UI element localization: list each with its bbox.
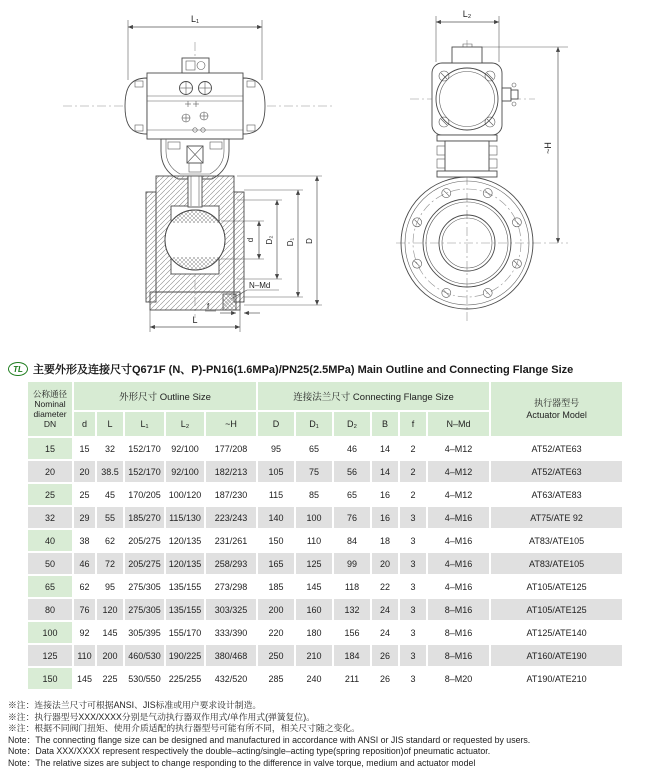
cell-D: 95 xyxy=(258,438,294,459)
cell-D2: 46 xyxy=(334,438,370,459)
cell-L1: 170/205 xyxy=(125,484,164,505)
cell-B: 26 xyxy=(372,645,398,666)
cell-d: 145 xyxy=(74,668,95,689)
cell-D1: 240 xyxy=(296,668,332,689)
cell-D2: 211 xyxy=(334,668,370,689)
header-nominal-diameter xyxy=(28,382,72,436)
cell-d: 92 xyxy=(74,622,95,643)
header-outline-size: 外形尺寸 Outline Size xyxy=(74,382,256,410)
cell-H: 380/468 xyxy=(206,645,256,666)
cell-dn: 150 xyxy=(28,668,72,689)
table-row xyxy=(28,599,622,620)
cell-L1: 275/305 xyxy=(125,599,164,620)
cell-H: 333/390 xyxy=(206,622,256,643)
cell-L2: 135/155 xyxy=(166,576,204,597)
section-title-row xyxy=(0,360,650,380)
cell-dn: 50 xyxy=(28,553,72,574)
cell-D: 250 xyxy=(258,645,294,666)
cell-NMd: 4–M16 xyxy=(428,530,489,551)
header-B: B xyxy=(372,412,398,436)
cell-D1: 125 xyxy=(296,553,332,574)
cell-d: 110 xyxy=(74,645,95,666)
cell-dn: 20 xyxy=(28,461,72,482)
cell-D2: 99 xyxy=(334,553,370,574)
header-connecting-flange-size: 连接法兰尺寸 Connecting Flange Size xyxy=(258,382,489,410)
table-row xyxy=(28,484,622,505)
dimension-table xyxy=(26,380,624,691)
header-f: f xyxy=(400,412,426,436)
cell-actuator-model: AT105/ATE125 xyxy=(491,576,622,597)
cell-D: 115 xyxy=(258,484,294,505)
cell-d: 20 xyxy=(74,461,95,482)
header-D: D xyxy=(258,412,294,436)
cell-B: 24 xyxy=(372,599,398,620)
cell-f: 2 xyxy=(400,461,426,482)
cell-H: 231/261 xyxy=(206,530,256,551)
cell-D: 200 xyxy=(258,599,294,620)
note-en-3: Note：The relative sizes are subject to change responding to the difference in valve torque, medium and actuator model xyxy=(8,757,476,768)
cell-L: 145 xyxy=(97,622,123,643)
cell-NMd: 8–M16 xyxy=(428,599,489,620)
dim-label-d: d xyxy=(246,237,255,243)
cell-NMd: 4–M12 xyxy=(428,484,489,505)
cell-L1: 152/170 xyxy=(125,438,164,459)
cell-H: 187/230 xyxy=(206,484,256,505)
table-row xyxy=(28,507,622,528)
cell-NMd: 4–M16 xyxy=(428,507,489,528)
cell-B: 20 xyxy=(372,553,398,574)
cell-actuator-model: AT52/ATE63 xyxy=(491,438,622,459)
cell-d: 25 xyxy=(74,484,95,505)
note-en-2: Note：Data XXX/XXXX represent respectively the double–acting/single–acting type(spring reposition)of pneumatic actuator. xyxy=(8,746,491,757)
table-row xyxy=(28,553,622,574)
cell-d: 62 xyxy=(74,576,95,597)
cell-L: 120 xyxy=(97,599,123,620)
cell-L1: 205/275 xyxy=(125,530,164,551)
cell-L1: 305/395 xyxy=(125,622,164,643)
table-row xyxy=(28,645,622,666)
note-cn-2: ※注：执行器型号XXX/XXXX分别是气动执行器双作用式/单作用式(弹簧复位)。 xyxy=(8,711,315,722)
cell-D1: 75 xyxy=(296,461,332,482)
cell-d: 76 xyxy=(74,599,95,620)
cell-dn: 100 xyxy=(28,622,72,643)
cell-dn: 15 xyxy=(28,438,72,459)
cell-B: 22 xyxy=(372,576,398,597)
cell-D1: 210 xyxy=(296,645,332,666)
header-actuator-line: Actuator Model xyxy=(526,410,587,420)
cell-L1: 460/530 xyxy=(125,645,164,666)
header-L1: L₁ xyxy=(125,412,164,436)
cell-L1: 275/305 xyxy=(125,576,164,597)
dim-label-L1: L₁ xyxy=(190,14,200,24)
header-L2: L₂ xyxy=(166,412,204,436)
table-row xyxy=(28,622,622,643)
cell-D2: 65 xyxy=(334,484,370,505)
header-dn-line: DN xyxy=(43,419,57,429)
cell-L2: 100/120 xyxy=(166,484,204,505)
cell-f: 3 xyxy=(400,599,426,620)
cell-d: 46 xyxy=(74,553,95,574)
cell-D1: 145 xyxy=(296,576,332,597)
cell-L: 62 xyxy=(97,530,123,551)
header-dn-line: diameter xyxy=(33,409,67,419)
cell-D2: 118 xyxy=(334,576,370,597)
header-D2: D₂ xyxy=(334,412,370,436)
cell-D1: 65 xyxy=(296,438,332,459)
cell-f: 2 xyxy=(400,438,426,459)
cell-f: 2 xyxy=(400,484,426,505)
cell-dn: 65 xyxy=(28,576,72,597)
cell-f: 3 xyxy=(400,530,426,551)
cell-H: 177/208 xyxy=(206,438,256,459)
cell-actuator-model: AT83/ATE105 xyxy=(491,530,622,551)
cell-L2: 135/155 xyxy=(166,599,204,620)
dim-label-H: ~H xyxy=(543,142,553,154)
cell-H: 258/293 xyxy=(206,553,256,574)
cell-dn: 32 xyxy=(28,507,72,528)
cell-L2: 115/130 xyxy=(166,507,204,528)
cell-L: 32 xyxy=(97,438,123,459)
cell-D: 165 xyxy=(258,553,294,574)
cell-actuator-model: AT160/ATE190 xyxy=(491,645,622,666)
table-row xyxy=(28,530,622,551)
cell-D2: 76 xyxy=(334,507,370,528)
note-cn-1: ※注：连接法兰尺寸可根据ANSI、JIS标准或用户要求设计制造。 xyxy=(8,700,262,710)
cell-NMd: 4–M12 xyxy=(428,461,489,482)
cell-L1: 205/275 xyxy=(125,553,164,574)
cell-B: 18 xyxy=(372,530,398,551)
table-row xyxy=(28,461,622,482)
dim-label-D: D xyxy=(305,238,314,244)
cell-dn: 40 xyxy=(28,530,72,551)
header-N-Md: N–Md xyxy=(428,412,489,436)
cell-actuator-model: AT75/ATE 92 xyxy=(491,507,622,528)
cell-d: 29 xyxy=(74,507,95,528)
header-actuator-line: 执行器型号 xyxy=(534,398,580,408)
cell-D2: 156 xyxy=(334,622,370,643)
cell-L: 45 xyxy=(97,484,123,505)
page-title: 主要外形及连接尺寸Q671F (N、P)-PN16(1.6MPa)/PN25(2.5MPa) Main Outline and Connecting Flange Size xyxy=(33,364,574,376)
cell-D: 220 xyxy=(258,622,294,643)
cell-L2: 92/100 xyxy=(166,461,204,482)
cell-L1: 530/550 xyxy=(125,668,164,689)
cell-L2: 120/135 xyxy=(166,553,204,574)
cell-D: 185 xyxy=(258,576,294,597)
header-d: d xyxy=(74,412,95,436)
brand-logo-icon: TL xyxy=(8,362,28,376)
dim-label-f: f xyxy=(207,302,210,311)
cell-D: 285 xyxy=(258,668,294,689)
cell-dn: 25 xyxy=(28,484,72,505)
cell-D1: 85 xyxy=(296,484,332,505)
table-row xyxy=(28,438,622,459)
front-view xyxy=(63,14,332,332)
cell-D: 140 xyxy=(258,507,294,528)
cell-NMd: 4–M16 xyxy=(428,553,489,574)
header-D1: D₁ xyxy=(296,412,332,436)
header-L: L xyxy=(97,412,123,436)
cell-L: 95 xyxy=(97,576,123,597)
cell-B: 16 xyxy=(372,484,398,505)
table-row xyxy=(28,668,622,689)
cell-NMd: 8–M16 xyxy=(428,645,489,666)
note-en-1: Note：The connecting flange size can be designed and manufactured in accordance with ANSI or JIS standard or requested by users. xyxy=(8,734,531,745)
cell-L2: 120/135 xyxy=(166,530,204,551)
cell-NMd: 8–M16 xyxy=(428,622,489,643)
cell-actuator-model: AT52/ATE63 xyxy=(491,461,622,482)
cell-actuator-model: AT105/ATE125 xyxy=(491,599,622,620)
cell-f: 3 xyxy=(400,668,426,689)
cell-B: 14 xyxy=(372,438,398,459)
table-body xyxy=(28,438,622,689)
cell-dn: 125 xyxy=(28,645,72,666)
side-view xyxy=(396,9,568,322)
cell-H: 273/298 xyxy=(206,576,256,597)
cell-L: 200 xyxy=(97,645,123,666)
cell-B: 14 xyxy=(372,461,398,482)
footnotes xyxy=(8,700,650,770)
header-dn-line: Nominal xyxy=(34,399,66,409)
cell-L2: 155/170 xyxy=(166,622,204,643)
cell-d: 15 xyxy=(74,438,95,459)
dim-label-D2: D₂ xyxy=(265,235,274,245)
cell-D1: 160 xyxy=(296,599,332,620)
cell-D: 150 xyxy=(258,530,294,551)
cell-NMd: 4–M16 xyxy=(428,576,489,597)
cell-f: 3 xyxy=(400,645,426,666)
cell-H: 223/243 xyxy=(206,507,256,528)
cell-D: 105 xyxy=(258,461,294,482)
cell-f: 3 xyxy=(400,622,426,643)
header-dn-line: 公称通径 xyxy=(32,389,67,399)
cell-B: 24 xyxy=(372,622,398,643)
cell-actuator-model: AT83/ATE105 xyxy=(491,553,622,574)
cell-D1: 180 xyxy=(296,622,332,643)
cell-L2: 225/255 xyxy=(166,668,204,689)
note-cn-3: ※注：根据不同阀门扭矩、使用介质适配的执行器型号可能有所不同，相关尺寸随之变化。 xyxy=(8,723,360,734)
cell-H: 303/325 xyxy=(206,599,256,620)
cell-L: 55 xyxy=(97,507,123,528)
cell-D2: 56 xyxy=(334,461,370,482)
cell-B: 26 xyxy=(372,668,398,689)
cell-D2: 132 xyxy=(334,599,370,620)
cell-D2: 84 xyxy=(334,530,370,551)
cell-actuator-model: AT125/ATE140 xyxy=(491,622,622,643)
cell-L1: 152/170 xyxy=(125,461,164,482)
cell-L2: 190/225 xyxy=(166,645,204,666)
cell-L: 225 xyxy=(97,668,123,689)
dim-label-N-Md: N–Md xyxy=(249,281,271,290)
dim-label-D1: D₁ xyxy=(286,237,295,247)
header-H: ~H xyxy=(206,412,256,436)
valve-technical-drawing xyxy=(0,0,650,360)
cell-actuator-model: AT190/ATE210 xyxy=(491,668,622,689)
cell-dn: 80 xyxy=(28,599,72,620)
cell-d: 38 xyxy=(74,530,95,551)
cell-B: 16 xyxy=(372,507,398,528)
cell-D1: 110 xyxy=(296,530,332,551)
cell-NMd: 4–M12 xyxy=(428,438,489,459)
cell-NMd: 8–M20 xyxy=(428,668,489,689)
cell-L: 72 xyxy=(97,553,123,574)
header-actuator-model xyxy=(491,382,622,436)
cell-D2: 184 xyxy=(334,645,370,666)
cell-f: 3 xyxy=(400,553,426,574)
dim-label-L: L xyxy=(192,315,198,325)
cell-L: 38.5 xyxy=(97,461,123,482)
cell-f: 3 xyxy=(400,576,426,597)
dim-label-L2: L₂ xyxy=(462,9,472,19)
cell-D1: 100 xyxy=(296,507,332,528)
table-row xyxy=(28,576,622,597)
cell-f: 3 xyxy=(400,507,426,528)
cell-H: 182/213 xyxy=(206,461,256,482)
cell-L2: 92/100 xyxy=(166,438,204,459)
cell-H: 432/520 xyxy=(206,668,256,689)
cell-L1: 185/270 xyxy=(125,507,164,528)
cell-actuator-model: AT63/ATE83 xyxy=(491,484,622,505)
